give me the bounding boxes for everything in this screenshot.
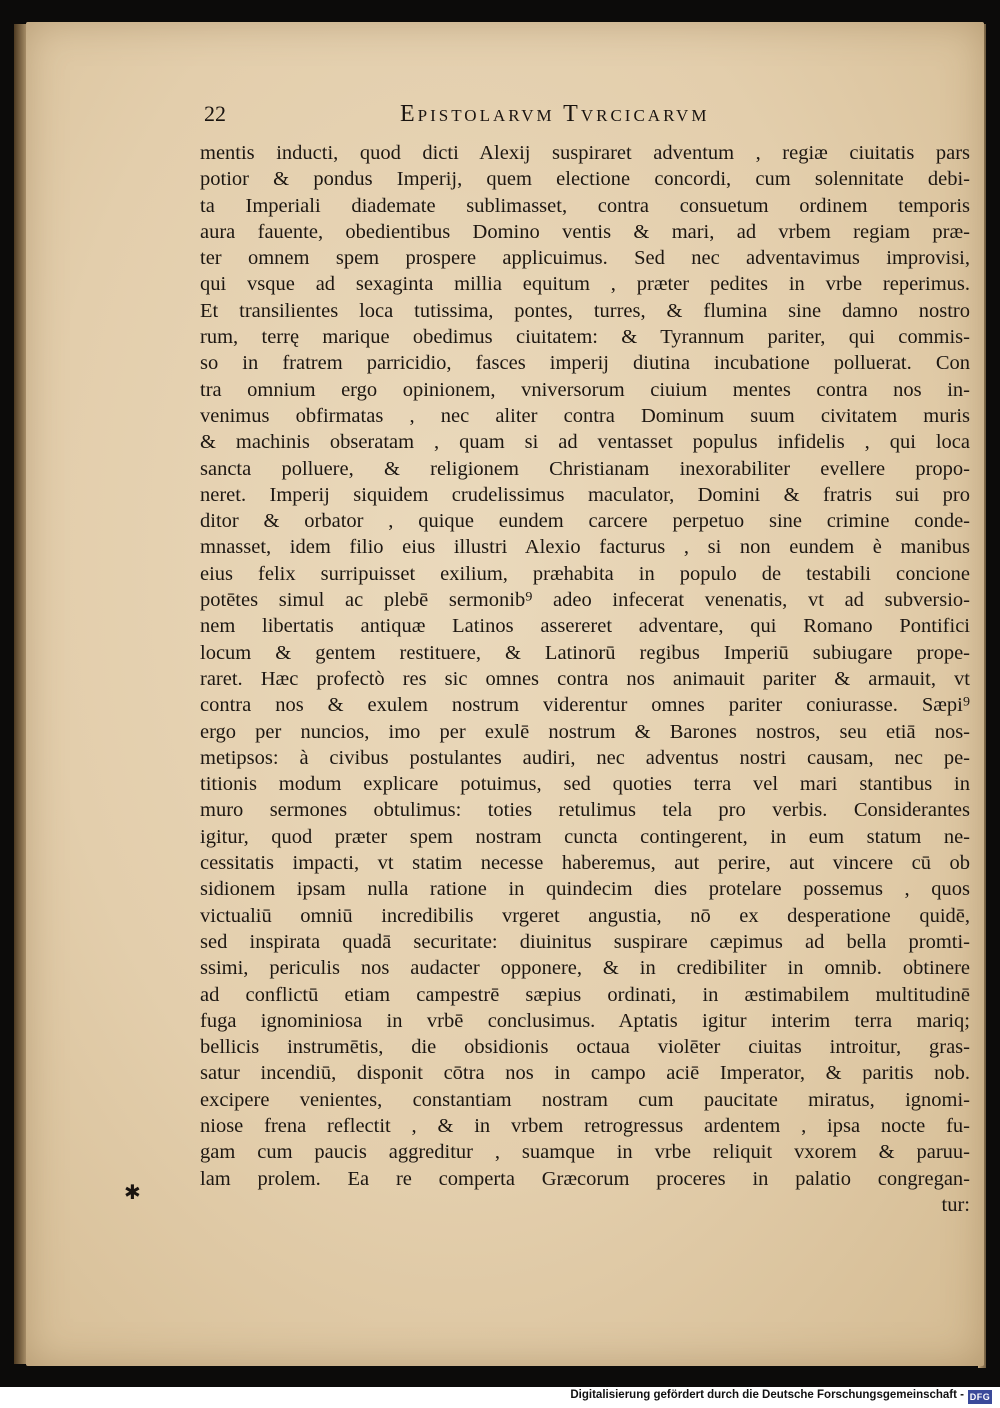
text-line: potior & pondus Imperij, quem electione concordi, cum solennitate debi- (200, 168, 970, 191)
text-line: nem libertatis antiquæ Latinos assereret adventare, qui Romano Pontifici (200, 615, 970, 638)
text-line: excipere venientes, constantiam nostram cum paucitate miratus, ignomi- (200, 1088, 970, 1111)
text-line: titionis modum explicare potuimus, sed quoties terra vel mari stantibus in (200, 773, 970, 796)
page-header (204, 101, 974, 135)
text-line: mentis inducti, quod dicti Alexij suspiraret adventum , regiæ ciuitatis pars (200, 142, 970, 164)
text-line: & machinis obseratam , quam si ad ventasset populus infidelis , qui loca (200, 431, 970, 454)
text-line: aura fauente, obedientibus Domino ventis & mari, ad vrbem regiam præ- (200, 220, 970, 243)
text-line: tra omnium ergo opinionem, vniversorum ciuium mentes contra nos in- (200, 378, 970, 401)
text-line: igitur, quod præter spem nostram cuncta contingerent, in eum statum ne- (200, 825, 970, 848)
text-line: so in fratrem parricidio, fasces imperij diutina incubatione polluerat. Con (200, 352, 970, 375)
text-line: eius felix surripuisset exilium, præhabita in populo de testabili concione (200, 562, 970, 585)
text-line: sed inspirata quadā securitate: diuinitus suspirare cæpimus ad bella promti- (200, 930, 970, 953)
text-line: sidionem ipsam nulla ratione in quindecim dies protelare possemus , quos (200, 878, 970, 901)
text-line: qui vsque ad sexaginta millia equitum , præter pedites in vrbe reperimus. (200, 273, 970, 296)
text-line: contra nos & exulem nostrum viderentur omnes pariter coniurasse. Sæpi⁹ (200, 694, 970, 717)
text-line: gam cum paucis aggreditur , suamque in vrbe reliquit vxorem & paruu- (200, 1141, 970, 1164)
text-line: fuga ignominiosa in vrbē conclusimus. Aptatis igitur interim terra mariq; (200, 1009, 970, 1032)
text-line: raret. Hæc profectò res sic omnes contra nos animauit pariter & armauit, vt (200, 667, 970, 690)
text-line: satur incendiū, disponit cōtra nos in campo aciē Imperator, & paritis nob. (200, 1062, 970, 1085)
text-line: niose frena reflectit , & in vrbem retrogressus ardentem , ipsa nocte fu- (200, 1114, 970, 1137)
page-number: 22 (204, 101, 226, 126)
margin-ornament: ✱ (124, 1180, 141, 1204)
digitization-credit: Digitalisierung gefördert durch die Deutsche Forschungsgemeinschaft - (570, 1389, 964, 1401)
text-line: lam prolem. Ea re comperta Græcorum proceres in palatio congregan- (200, 1167, 970, 1190)
text-line: potētes simul ac plebē sermonib⁹ adeo infecerat venenatis, vt ad subversio- (200, 589, 970, 612)
text-line: ditor & orbator , quique eundem carcere perpetuo sine crimine conde- (200, 510, 970, 533)
text-line: ssimi, periculis nos audacter opponere, & in credibiliter in omnib. obtinere (200, 957, 970, 980)
catchword: tur: (941, 1193, 970, 1216)
text-line: Et transilientes loca tutissima, pontes, turres, & flumina sine damno nostro (200, 299, 970, 322)
text-line: neret. Imperij siquidem crudelissimus maculator, Domini & fratris sui pro (200, 483, 970, 506)
text-line: metipsos: à civibus postulantes audiri, nec adventus nostri causam, nec pe- (200, 746, 970, 769)
text-line: ad conflictū etiam campestrē sæpius ordinati, in æstimabilem multitudinē (200, 983, 970, 1006)
text-line: ta Imperiali diademate sublimasset, contra consuetum ordinem temporis (200, 194, 970, 217)
running-title: Epistolarvm Tvrcicarvm (400, 101, 710, 127)
text-line: cessitatis impacti, vt statim necesse haberemus, aut perire, aut vincere cū ob (200, 852, 970, 875)
text-line: ter omnem spem prospere applicuimus. Sed nec adventavimus improvisi, (200, 247, 970, 270)
text-line: locum & gentem restituere, & Latinorū regibus Imperiū subiugare prope- (200, 641, 970, 664)
text-line: ergo per nuncios, imo per exulē nostrum & Barones nostros, seu etiā nos- (200, 720, 970, 743)
text-line: mnasset, idem filio eius illustri Alexio facturus , si non eundem è manibus (200, 536, 970, 559)
text-line: sancta polluere, & religionem Christianam inexorabiliter evellere propo- (200, 457, 970, 480)
text-line: rum, terrę marique obedimus ciuitatem: & Tyrannum pariter, qui commis- (200, 326, 970, 349)
body-text (200, 140, 970, 1218)
text-line: victualiū omniū incredibilis vrgeret angustia, nō ex desperatione quidē, (200, 904, 970, 927)
text-line: bellicis instrumētis, die obsidionis octaua violēter ciuitas introitur, gras- (200, 1036, 970, 1059)
text-line: venimus obfirmatas , nec aliter contra Dominum suum civitatem muris (200, 404, 970, 427)
dfg-logo: DFG (969, 1392, 991, 1402)
text-line: muro sermones obtulimus: toties retulimus tela pro verbis. Considerantes (200, 799, 970, 822)
